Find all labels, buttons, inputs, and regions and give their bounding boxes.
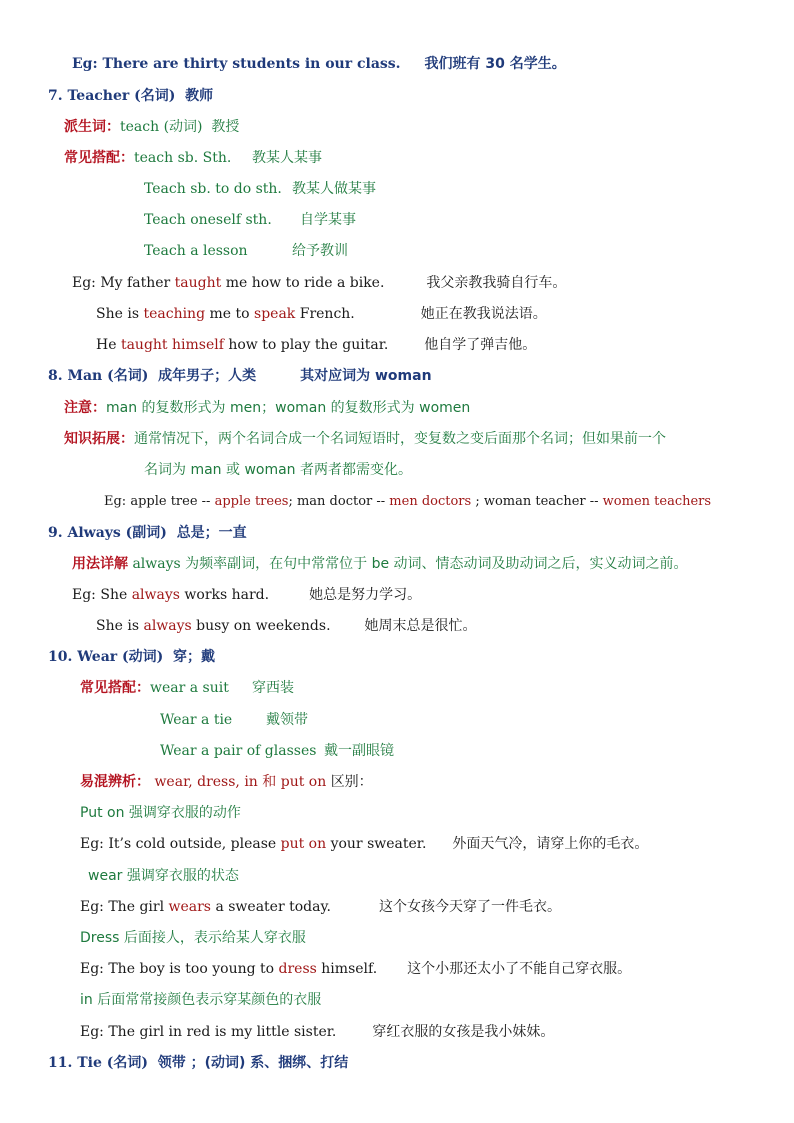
section-heading-wear xyxy=(48,647,215,667)
collocation-line xyxy=(64,148,322,168)
example-line xyxy=(80,897,561,917)
example-line xyxy=(72,273,566,293)
usage-label: 用法详解 xyxy=(72,556,128,572)
explanation-line xyxy=(88,866,239,886)
example-text: me how to ride a bike. xyxy=(221,275,385,291)
example-text: Eg: The boy is too young to xyxy=(80,961,279,977)
section-heading-always xyxy=(48,523,247,543)
example-line xyxy=(80,834,648,854)
section-meaning: 领带 ；(动词) 系、捆绑、打结 xyxy=(157,1055,349,1071)
section-heading-tie xyxy=(48,1053,348,1073)
example-highlight: always xyxy=(143,618,192,634)
example-text: works hard. xyxy=(179,587,270,603)
knowledge-text: 通常情况下，两个名词合成一个名词短语时，变复数之变后面那个名词；但如果前一个 xyxy=(134,431,666,447)
example-highlight: women teachers xyxy=(602,494,712,509)
collocation-english: Teach sb. to do sth. xyxy=(144,181,282,197)
confusion-and: 和 xyxy=(262,774,277,790)
example-english: Eg: There are thirty students in our class. xyxy=(72,56,401,72)
example-line xyxy=(80,1022,554,1042)
example-line xyxy=(72,585,421,605)
example-chinese: 这个女孩今天穿了一件毛衣。 xyxy=(378,899,561,915)
example-highlight: put on xyxy=(280,836,327,852)
example-text: She is xyxy=(96,618,144,634)
collocation-english: teach sb. Sth. xyxy=(134,150,232,166)
collocation-chinese: 教某人某事 xyxy=(252,150,322,166)
collocation-chinese: 教某人做某事 xyxy=(292,181,376,197)
section-meaning: 总是；一直 xyxy=(176,525,247,541)
example-chinese: 我们班有 30 名学生。 xyxy=(424,56,566,72)
section-title: 7. Teacher (名词) xyxy=(48,88,176,104)
derived-word-line xyxy=(64,117,239,137)
section-heading-teacher xyxy=(48,86,213,106)
note-line xyxy=(64,398,470,418)
explanation-line xyxy=(80,990,321,1010)
usage-english: always xyxy=(128,556,186,572)
collocation-english: wear a suit xyxy=(150,680,229,696)
section-title: 8. Man (名词) xyxy=(48,368,149,384)
collocation-line xyxy=(160,710,308,730)
note-text: man 的复数形式为 men；woman 的复数形式为 women xyxy=(106,400,471,416)
example-text: himself. xyxy=(316,961,378,977)
section-meaning: 成年男子；人类 xyxy=(158,368,257,384)
collocation-label: 常见搭配： xyxy=(80,680,150,696)
knowledge-line xyxy=(64,429,666,449)
example-chinese: 她总是努力学习。 xyxy=(309,587,422,603)
collocation-chinese: 穿西装 xyxy=(252,680,294,696)
example-text: ; man doctor -- xyxy=(288,494,390,509)
example-highlight: apple trees xyxy=(214,494,289,509)
explanation-text: in 后面常常接颜色表示穿某颜色的衣服 xyxy=(80,992,322,1008)
example-highlight: taught xyxy=(174,275,222,291)
section-meaning: 教师 xyxy=(185,88,214,104)
example-text: Eg: The girl in red is my little sister. xyxy=(80,1024,337,1040)
example-chinese: 穿红衣服的女孩是我小妹妹。 xyxy=(372,1024,555,1040)
explanation-line xyxy=(80,928,306,948)
example-chinese: 她正在教我说法语。 xyxy=(420,306,547,322)
example-text: a sweater today. xyxy=(211,899,331,915)
derived-english: teach (动词) xyxy=(120,119,203,135)
collocation-english: Teach oneself sth. xyxy=(144,212,272,228)
example-chinese: 她周末总是很忙。 xyxy=(364,618,477,634)
collocation-line xyxy=(80,678,294,698)
explanation-text: Dress 后面接人，表示给某人穿衣服 xyxy=(80,930,306,946)
example-text: your sweater. xyxy=(326,836,427,852)
explanation-line xyxy=(80,803,241,823)
section-title: 10. Wear (动词) xyxy=(48,649,164,665)
example-text: She is xyxy=(96,306,144,322)
knowledge-text: 名词为 man 或 woman 者两者都需变化。 xyxy=(144,462,412,478)
collocation-english: Wear a pair of glasses xyxy=(160,743,317,759)
collocation-line xyxy=(144,179,376,199)
usage-text: 为频率副词，在句中常常位于 be 动词、情态动词及助动词之后，实义动词之前。 xyxy=(185,556,688,572)
example-text: Eg: My father xyxy=(72,275,175,291)
explanation-text: wear 强调穿衣服的状态 xyxy=(88,868,239,884)
confusion-line xyxy=(80,772,373,792)
knowledge-label: 知识拓展： xyxy=(64,431,134,447)
example-chinese: 我父亲教我骑自行车。 xyxy=(426,275,567,291)
derived-chinese: 教授 xyxy=(211,119,240,135)
derived-label: 派生词： xyxy=(64,119,120,135)
collocation-line xyxy=(144,241,348,261)
example-highlight: speak xyxy=(254,306,296,322)
example-chinese: 外面天气冷，请穿上你的毛衣。 xyxy=(452,836,649,852)
example-text: busy on weekends. xyxy=(191,618,331,634)
example-text: ; woman teacher -- xyxy=(471,494,603,509)
confusion-label: 易混辨析： xyxy=(80,774,150,790)
example-highlight: taught himself xyxy=(120,337,224,353)
example-chinese: 这个小那还太小了不能自己穿衣服。 xyxy=(407,961,632,977)
example-text: Eg: apple tree -- xyxy=(104,494,215,509)
confusion-words: put on xyxy=(276,774,331,790)
example-highlight: teaching xyxy=(143,306,206,322)
example-line xyxy=(104,492,711,512)
section-extra: 其对应词为 woman xyxy=(300,368,432,384)
section-title: 9. Always (副词) xyxy=(48,525,167,541)
example-text: He xyxy=(96,337,121,353)
example-line xyxy=(72,54,566,74)
collocation-label: 常见搭配： xyxy=(64,150,134,166)
section-title: 11. Tie (名词) xyxy=(48,1055,148,1071)
example-highlight: dress xyxy=(278,961,317,977)
collocation-line xyxy=(160,741,394,761)
example-text: French. xyxy=(295,306,355,322)
collocation-chinese: 给予教训 xyxy=(292,243,348,259)
section-heading-man xyxy=(48,366,432,386)
example-text: Eg: The girl xyxy=(80,899,169,915)
example-text: how to play the guitar. xyxy=(223,337,389,353)
confusion-text: 区别： xyxy=(330,774,373,790)
collocation-line xyxy=(144,210,356,230)
example-line xyxy=(96,335,536,355)
collocation-english: Teach a lesson xyxy=(144,243,248,259)
example-highlight: wears xyxy=(168,899,211,915)
example-chinese: 他自学了弹吉他。 xyxy=(424,337,537,353)
example-line xyxy=(96,616,477,636)
collocation-chinese: 自学某事 xyxy=(300,212,356,228)
collocation-english: Wear a tie xyxy=(160,712,233,728)
usage-line xyxy=(72,554,688,574)
example-line xyxy=(96,304,547,324)
example-text: me to xyxy=(205,306,255,322)
example-text: Eg: She xyxy=(72,587,132,603)
example-line xyxy=(80,959,631,979)
note-label: 注意： xyxy=(64,400,106,416)
knowledge-line xyxy=(144,460,412,480)
explanation-text: Put on 强调穿衣服的动作 xyxy=(80,805,241,821)
example-highlight: always xyxy=(131,587,180,603)
example-text: Eg: It’s cold outside, please xyxy=(80,836,281,852)
section-meaning: 穿；戴 xyxy=(173,649,216,665)
collocation-chinese: 戴领带 xyxy=(266,712,308,728)
confusion-words: wear, dress, in xyxy=(150,774,263,790)
collocation-chinese: 戴一副眼镜 xyxy=(324,743,394,759)
example-highlight: men doctors xyxy=(389,494,472,509)
